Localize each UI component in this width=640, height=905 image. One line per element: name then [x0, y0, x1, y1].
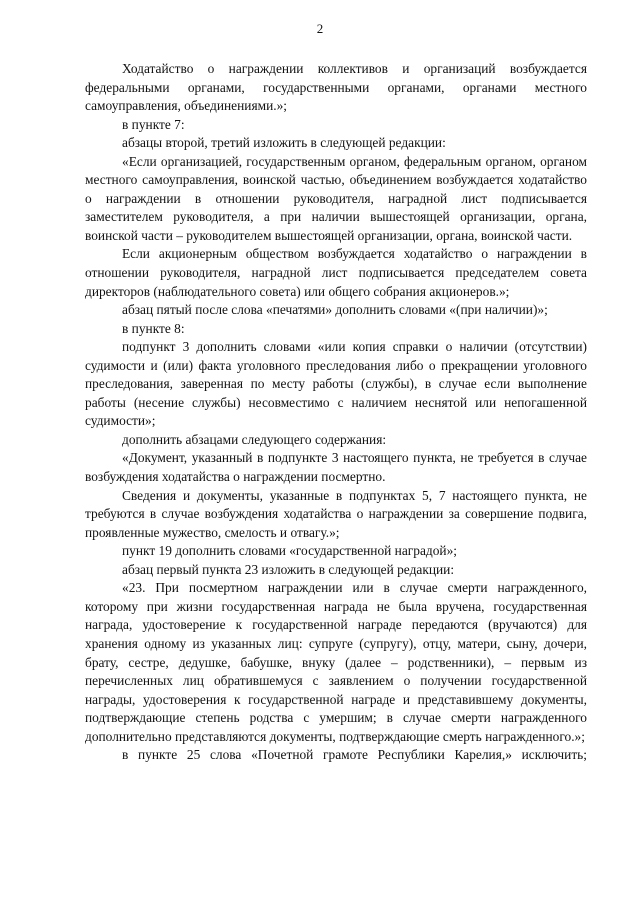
paragraph-point-23-intro: абзац первый пункта 23 изложить в следующей редакции:	[122, 561, 455, 577]
paragraph-point-19: пункт 19 дополнить словами «государственной наградой»;	[122, 543, 458, 559]
paragraph-joint-stock: Если акционерным обществом возбуждается ходатайство о награждении в отношении руководителя, наградной лист подписывается председателем совета директоров (наблюдательного совета) или общего собрания акционеров.»;	[85, 246, 587, 299]
document-body	[85, 60, 587, 765]
paragraph-point-25: в пункте 25 слова «Почетной грамоте Республики Карелия,» исключить;	[122, 747, 587, 763]
paragraph-petition-collectives: Ходатайство о награждении коллективов и организаций возбуждается федеральными органами, государственными органами, органами местного самоуправления, объединениями.»;	[85, 61, 587, 114]
paragraph-subpoint-3: подпункт 3 дополнить словами «или копия справки о наличии (отсутствии) судимости и (или) факта уголовного преследования либо о прекращении уголовного преследования, заверенная по месту работы (службы), в случае если выполнение работы (несение службы) несовместимо с наличием неснятой или непогашенной судимости»;	[85, 339, 587, 429]
paragraph-edit-second-third: абзацы второй, третий изложить в следующей редакции:	[122, 135, 446, 151]
paragraph-info-documents: Сведения и документы, указанные в подпунктах 5, 7 настоящего пункта, не требуются в случае возбуждения ходатайства о награждении за совершение подвига, проявленные мужество, смелость и отвагу.»;	[85, 487, 587, 540]
paragraph-document-posthumous: «Документ, указанный в подпункте 3 настоящего пункта, не требуется в случае возбуждения ходатайства о награждении посмертно.	[85, 450, 587, 485]
paragraph-point-7: в пункте 7:	[122, 116, 185, 132]
paragraph-point-23-text: «23. При посмертном награждении или в случае смерти награжденного, которому при жизни государственная награда не была вручена, государственная награда, удостоверение к государственной награде передаются (вручаются) для хранения одному из указанных лиц: супруге (супругу), отцу, матери, сыну, дочери, брату, сестре, дедушке, бабушке, внуку (далее – родственники), – первым из перечисленных лиц обратившемуся с заявлением о получении государственной награды, удостоверения к государственной награде и представившему документы, подтверждающие степень родства с умершим; в случае смерти награжденного дополнительно представляются документы, подтверждающие смерть награжденного.»;	[85, 580, 587, 744]
paragraph-add-paragraphs: дополнить абзацами следующего содержания:	[122, 431, 387, 447]
paragraph-point-8: в пункте 8:	[122, 320, 185, 336]
page-number: 2	[316, 21, 324, 36]
paragraph-if-organization: «Если организацией, государственным органом, федеральным органом, органом местного самоуправления, воинской частью, объединением возбуждается ходатайство о награждении в отношении руководителя, наградной лист подписывается заместителем руководителя, а при наличии вышестоящей организации, органа, воинской части – руководителем вышестоящей организации, органа, воинской части.	[85, 153, 587, 243]
paragraph-fifth-paragraph: абзац пятый после слова «печатями» дополнить словами «(при наличии)»;	[122, 302, 548, 318]
